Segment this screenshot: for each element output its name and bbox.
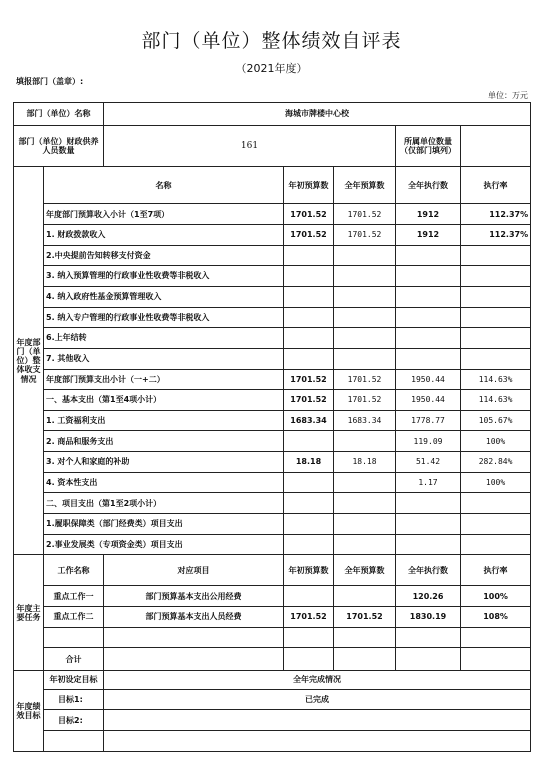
col-work-name: 工作名称: [44, 555, 104, 586]
tasks-side-label: 年度主要任务: [14, 555, 44, 671]
goal-row: 目标1: 已完成: [14, 689, 531, 710]
page-title: 部门（单位）整体绩效自评表: [141, 30, 402, 52]
table-row: 年度部门预算支出小计（一+二） 1701.52 1701.52 1950.44 114.63%: [14, 369, 531, 390]
unit-name-label: 部门（单位）名称: [14, 103, 104, 126]
table-row: 1. 财政拨款收入 1701.52 1701.52 1912 112.37%: [14, 224, 531, 245]
filler-label: 填报部门（盖章）:: [16, 77, 84, 86]
table-row: 3. 对个人和家庭的补助 18.18 18.18 51.42 282.84%: [14, 452, 531, 473]
col-task-full: 全年预算数: [334, 555, 396, 586]
unit-name-value: 海城市牌楼中心校: [104, 103, 531, 126]
col-item: 对应项目: [104, 555, 284, 586]
col-exec-rate: 执行率: [461, 167, 531, 204]
table-row: 二、项目支出（第1至2项小计）: [14, 493, 531, 514]
table-row: 2.事业发展类（专项资金类）项目支出: [14, 534, 531, 555]
col-task-exec: 全年执行数: [396, 555, 461, 586]
table-row: 1.履职保障类（部门经费类）项目支出: [14, 514, 531, 535]
total-row: [14, 648, 531, 671]
table-row: 一、基本支出（第1至4项小计） 1701.52 1701.52 1950.44 114.63%: [14, 390, 531, 411]
staff-label: 部门（单位）财政供养人员数量: [14, 125, 104, 166]
table-row: 重点工作二 部门预算基本支出人员经费 1701.52 1701.52 1830.19 108%: [14, 607, 531, 628]
col-initial-budget: 年初预算数: [284, 167, 334, 204]
table-row: 4. 纳入政府性基金预算管理收入: [14, 286, 531, 307]
sub-units-label: 所属单位数量（仅部门填列）: [396, 125, 461, 166]
sub-units-value: [461, 125, 531, 166]
goals-side-label: 年度绩效目标: [14, 671, 44, 752]
table-row: [14, 627, 531, 648]
col-name: 名称: [44, 167, 284, 204]
revenue-side-label: 年度部门（单位）整体收支情况: [14, 167, 44, 555]
col-full-budget: 全年预算数: [334, 167, 396, 204]
table-row: 重点工作一 部门预算基本支出公用经费 120.26 100%: [14, 586, 531, 607]
total-label: 合计: [44, 648, 104, 671]
table-row: 7. 其他收入: [14, 348, 531, 369]
goal-row: [14, 731, 531, 752]
col-goal-set: 年初设定目标: [44, 671, 104, 690]
col-task-rate: 执行率: [461, 555, 531, 586]
col-task-initial: 年初预算数: [284, 555, 334, 586]
table-row: 2.中央提前告知转移支付资金: [14, 245, 531, 266]
table-row: 6.上年结转: [14, 328, 531, 349]
goal-row: 目标2:: [14, 710, 531, 731]
table-row: 年度部门预算收入小计（1至7项） 1701.52 1701.52 1912 112.37%: [14, 204, 531, 225]
report-year: （2021年度）: [235, 62, 308, 75]
table-row: 3. 纳入预算管理的行政事业性收费等非税收入: [14, 266, 531, 287]
performance-table: [13, 102, 531, 752]
table-row: 4. 资本性支出 1.17 100%: [14, 472, 531, 493]
col-goal-done: 全年完成情况: [104, 671, 531, 690]
table-row: 5. 纳入专户管理的行政事业性收费等非税收入: [14, 307, 531, 328]
table-row: 2. 商品和服务支出 119.09 100%: [14, 431, 531, 452]
table-row: 1. 工资福利支出 1683.34 1683.34 1778.77 105.67%: [14, 410, 531, 431]
col-full-exec: 全年执行数: [396, 167, 461, 204]
unit-label: 单位：万元: [488, 91, 528, 100]
staff-value: 161: [104, 125, 396, 166]
